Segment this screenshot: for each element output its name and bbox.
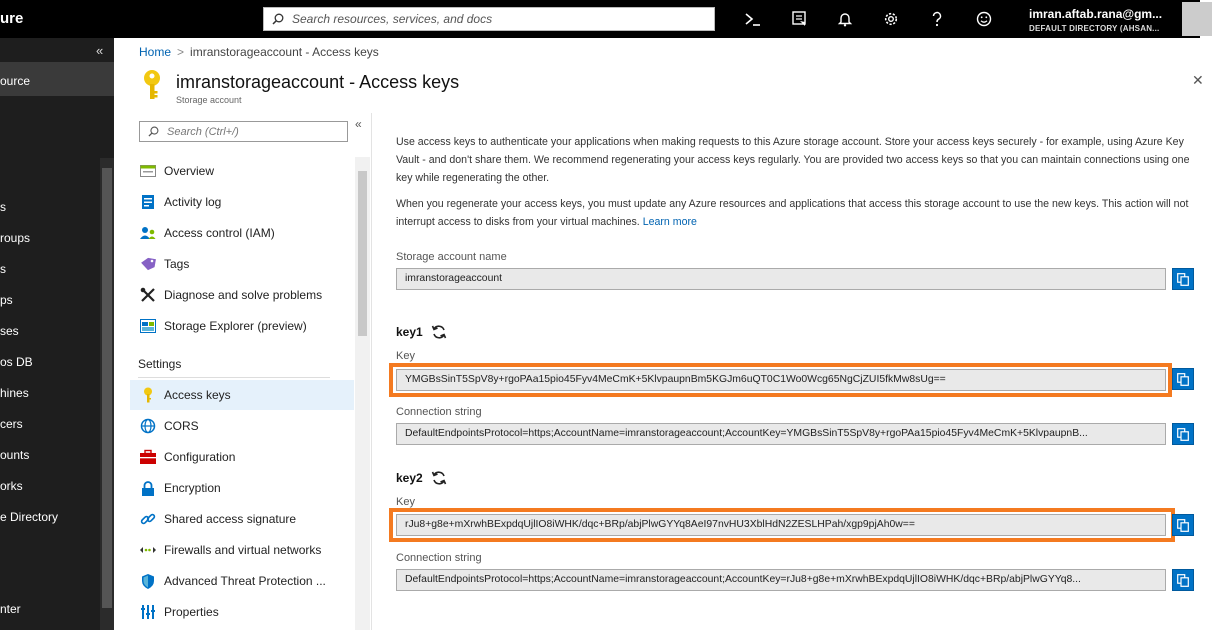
intro-paragraph: Use access keys to authenticate your applications when making requests to this Azure storage account. Store your access keys securely - for example, using Azure Key Vault - and don't share them. We recommend regenerating your access keys regularly. You are provided two access keys so that you can maintain connections using one key while regenerating the other. <box>396 136 1190 184</box>
menu-item-access-keys[interactable] <box>130 380 354 410</box>
key1-connection-label: Connection string <box>396 406 482 418</box>
sidebar-scroll-thumb[interactable] <box>102 168 112 608</box>
key1-key-field[interactable]: YMGBsSinT5SpV8y+rgoPAa15pio45Fyv4MeCmK+5KlvpaupnBm5KGJm6uQT0C1Wo0Wcg65NgCjZUI5fkMw8sUg== <box>396 369 1166 391</box>
key2-connection-field[interactable]: DefaultEndpointsProtocol=https;AccountName=imranstorageaccount;AccountKey=rJu8+g8e+mXrwhBExpdqUjlIO8iWHK/dqc+BRp/abjPlwGYYq8... <box>396 569 1166 591</box>
regenerate-key1-icon[interactable] <box>431 324 447 340</box>
menu-item-label: Overview <box>164 164 215 178</box>
menu-item-label: Access keys <box>164 388 231 402</box>
firewall-icon <box>132 544 164 556</box>
breadcrumb-home-link[interactable]: Home <box>139 45 172 59</box>
menu-item-label: Access control (IAM) <box>164 226 275 240</box>
collapse-sidebar-icon[interactable]: « <box>96 43 104 58</box>
copy-connection-string1-button[interactable] <box>1172 423 1194 445</box>
key2-heading: key2 <box>396 471 423 485</box>
tag-icon <box>132 257 164 271</box>
menu-item-label: Configuration <box>164 450 236 464</box>
sidebar-item-create-resource[interactable] <box>0 62 114 96</box>
top-bar <box>0 0 1200 38</box>
storage-explorer-icon <box>132 319 164 333</box>
global-search-placeholder: Search resources, services, and docs <box>292 12 493 26</box>
account-name-label: Storage account name <box>396 251 507 263</box>
menu-item-label: Shared access signature <box>164 512 297 526</box>
menu-item-firewalls[interactable] <box>130 535 354 565</box>
copy-key2-button[interactable] <box>1172 514 1194 536</box>
avatar[interactable] <box>1182 2 1212 36</box>
menu-item-label: Storage Explorer (preview) <box>164 319 307 333</box>
page-title: imranstorageaccount - Access keys <box>176 72 460 92</box>
notifications-bell-icon[interactable] <box>835 9 855 29</box>
copy-icon <box>1177 428 1189 441</box>
copy-icon <box>1177 373 1189 386</box>
sidebar-item[interactable]: ounts <box>0 448 30 462</box>
key1-key-label: Key <box>396 350 415 362</box>
resource-menu-search-input[interactable] <box>139 121 348 142</box>
menu-item-label: CORS <box>164 419 199 433</box>
cors-icon <box>132 418 164 434</box>
directory-filter-icon[interactable] <box>789 9 809 29</box>
shield-icon <box>132 574 164 589</box>
learn-more-link[interactable]: Learn more <box>642 216 697 228</box>
sidebar-item[interactable]: ses <box>0 324 19 338</box>
user-name: imran.aftab.rana@gm... <box>1029 7 1163 21</box>
collapse-menu-icon[interactable]: « <box>355 117 362 131</box>
regenerate-paragraph <box>396 195 1196 231</box>
close-blade-icon[interactable]: ✕ <box>1192 72 1204 88</box>
menu-item-properties[interactable] <box>130 597 354 627</box>
menu-item-label: Firewalls and virtual networks <box>164 543 322 557</box>
search-icon <box>148 126 159 137</box>
sidebar-item[interactable]: nter <box>0 602 21 616</box>
resource-menu-scroll-thumb[interactable] <box>358 171 367 336</box>
configuration-icon <box>132 450 164 464</box>
menu-item-shared-access-signature[interactable] <box>130 504 354 534</box>
key2-header <box>396 470 447 486</box>
sidebar-item[interactable]: cers <box>0 417 23 431</box>
regenerate-text: When you regenerate your access keys, you must update any Azure resources and applications that access this storage account to use the new keys. This action will not interrupt access to disks from your virtual machines. <box>396 198 1189 228</box>
copy-key1-button[interactable] <box>1172 368 1194 390</box>
menu-item-label: Encryption <box>164 481 221 495</box>
sidebar-item[interactable]: s <box>0 262 6 276</box>
key1-heading: key1 <box>396 325 423 339</box>
sidebar-item[interactable]: orks <box>0 479 23 493</box>
sidebar-item[interactable]: ps <box>0 293 13 307</box>
account-menu[interactable] <box>1029 7 1162 33</box>
settings-gear-icon[interactable] <box>881 9 901 29</box>
global-search-input[interactable] <box>263 7 715 31</box>
breadcrumb <box>139 45 379 59</box>
menu-item-diagnose[interactable] <box>130 280 354 310</box>
lock-icon <box>132 481 164 496</box>
copy-account-name-button[interactable] <box>1172 268 1194 290</box>
user-directory: DEFAULT DIRECTORY (AHSAN... <box>1029 24 1160 33</box>
menu-item-configuration[interactable] <box>130 442 354 472</box>
activity-log-icon <box>132 195 164 209</box>
resource-menu <box>130 113 372 630</box>
menu-item-tags[interactable] <box>130 249 354 279</box>
feedback-smiley-icon[interactable] <box>974 9 994 29</box>
menu-section-settings: Settings <box>138 357 182 371</box>
key-icon <box>132 387 164 403</box>
iam-icon <box>132 226 164 240</box>
portal-brand[interactable]: ure <box>0 10 24 27</box>
page-subtitle: Storage account <box>176 95 242 105</box>
sidebar-item-label: ource <box>0 74 31 88</box>
breadcrumb-separator: > <box>177 45 185 59</box>
wrench-icon <box>132 287 164 303</box>
menu-item-access-control[interactable] <box>130 218 354 248</box>
sidebar-item[interactable]: os DB <box>0 355 33 369</box>
sidebar-item[interactable]: s <box>0 200 6 214</box>
key2-key-label: Key <box>396 496 415 508</box>
overview-icon <box>132 165 164 177</box>
menu-item-cors[interactable] <box>130 411 354 441</box>
copy-connection-string2-button[interactable] <box>1172 569 1194 591</box>
sidebar-item[interactable]: roups <box>0 231 31 245</box>
breadcrumb-current: imranstorageaccount - Access keys <box>190 45 379 59</box>
menu-item-advanced-threat-protection[interactable] <box>130 566 354 596</box>
menu-item-label: Activity log <box>164 195 222 209</box>
menu-item-label: Diagnose and solve problems <box>164 288 323 302</box>
copy-icon <box>1177 519 1189 532</box>
account-name-field[interactable]: imranstorageaccount <box>396 268 1166 290</box>
search-icon <box>272 13 284 25</box>
key-icon <box>140 69 164 101</box>
section-divider <box>138 377 330 378</box>
menu-item-encryption[interactable] <box>130 473 354 503</box>
sidebar-item[interactable]: e Directory <box>0 510 59 524</box>
copy-icon <box>1177 574 1189 587</box>
key2-key-field[interactable]: rJu8+g8e+mXrwhBExpdqUjlIO8iWHK/dqc+BRp/abjPlwGYYq8AeI97nvHU3XblHdN2ZESLHPah/xgp9pjAh0w== <box>396 514 1166 536</box>
key1-header <box>396 324 447 340</box>
menu-item-storage-explorer[interactable] <box>130 311 354 341</box>
properties-icon <box>132 605 164 619</box>
key2-connection-label: Connection string <box>396 552 482 564</box>
link-icon <box>132 511 164 527</box>
portal-sidebar <box>0 38 114 630</box>
menu-item-label: Advanced Threat Protection ... <box>164 574 326 588</box>
cloud-shell-icon[interactable] <box>743 9 763 29</box>
menu-item-overview[interactable] <box>130 156 354 186</box>
copy-icon <box>1177 273 1189 286</box>
menu-item-activity-log[interactable] <box>130 187 354 217</box>
resource-menu-search-placeholder: Search (Ctrl+/) <box>167 125 239 138</box>
sidebar-item[interactable]: hines <box>0 386 29 400</box>
regenerate-key2-icon[interactable] <box>431 470 447 486</box>
help-question-icon[interactable] <box>927 9 947 29</box>
menu-item-label: Properties <box>164 605 219 619</box>
key1-connection-field[interactable]: DefaultEndpointsProtocol=https;AccountName=imranstorageaccount;AccountKey=YMGBsSinT5SpV8y+rgoPAa15pio45Fyv4MeCmK+5KlvpaupnB... <box>396 423 1166 445</box>
menu-item-label: Tags <box>164 257 190 271</box>
